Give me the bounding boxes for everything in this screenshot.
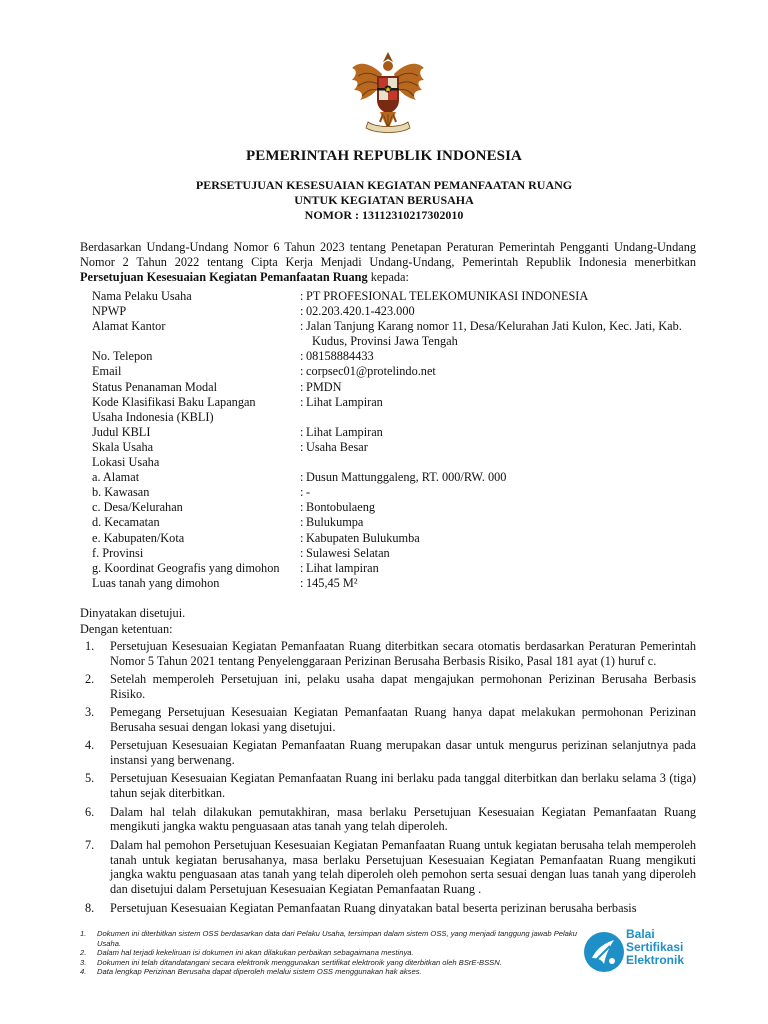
document-title-line2: UNTUK KEGIATAN BERUSAHA [294,193,474,207]
field-value [306,319,712,349]
document-number: NOMOR : 13112310217302010 [304,208,464,222]
field-value: PMDN [306,379,342,394]
field-row: Status Penanaman Modal : PMDN [92,380,712,395]
item-text: Dalam hal pemohon Persetujuan Kesesuaian Kegiatan Pemanfaatan Ruang untuk kegiatan berusaha telah memperoleh tanah untuk kegiatan berusahanya, masa berlaku Persetujuan Kesesuaian Kegiatan Pemanfaatan Ruang mengikuti jangka waktu penguasaan atas tanah yang telah diperoleh oleh pemohon serta sesuai dengan luas tanah yang diperoleh dan disetujui dalam Persetujuan Kesesuaian Kegiatan Pemanfaatan Ruang . [110,837,696,897]
field-row: Judul KBLI : Lihat Lampiran [92,425,712,440]
field-value: Sulawesi Selatan [306,545,390,560]
field-row: g. Koordinat Geografis yang dimohon : Lihat lampiran [92,561,712,576]
government-title: PEMERINTAH REPUBLIK INDONESIA [246,148,522,164]
list-item [80,838,696,898]
footnote [80,929,580,948]
list-item [80,771,696,801]
list-item [80,805,696,835]
intro-bold-text: Persetujuan Kesesuaian Kegiatan Pemanfaatan Ruang [80,269,368,284]
conditions-list [80,639,696,919]
footnote-text: Dokumen ini telah ditandatangani secara elektronik menggunakan sertifikat elektronik yang diterbitkan oleh BSrE-BSSN. [97,957,502,967]
applicant-fields [92,289,712,591]
field-label: Lokasi Usaha [92,455,160,470]
field-label: Judul KBLI [92,424,151,439]
intro-text-end: kepada: [367,269,409,284]
field-row: a. Alamat : Dusun Mattunggaleng, RT. 000/RW. 000 [92,470,712,485]
conditions-label: Dengan ketentuan: [80,622,173,636]
item-number: 3. [85,705,95,720]
field-label: Skala Usaha [92,439,154,454]
field-row: c. Desa/Kelurahan : Bontobulaeng [92,500,712,515]
item-text: Dalam hal telah dilakukan pemutakhiran, masa berlaku Persetujuan Kesesuaian Kegiatan Pemanfaatan Ruang mengikuti jangka waktu penguasaan atas tanah yang telah diperoleh. [110,804,696,834]
field-row [92,455,712,470]
footnote-number: 1. [80,929,87,938]
item-text: Persetujuan Kesesuaian Kegiatan Pemanfaatan Ruang diterbitkan secara otomatis berdasarkan Peraturan Pemerintah Nomor 5 Tahun 2021 tentang Penyelenggaraan Perizinan Berusaha Berbasis Risiko, Pasal 181 ayat (1) huruf c. [110,639,696,668]
field-label: Nama Pelaku Usaha [92,289,192,303]
item-number: 7. [85,837,95,852]
field-row: e. Kabupaten/Kota : Kabupaten Bulukumba [92,531,712,546]
bsre-logo-line3: Elektronik [626,953,685,967]
item-number: 8. [85,900,95,915]
item-number: 4. [85,738,95,753]
intro-text: Berdasarkan Undang-Undang Nomor 6 Tahun 2023 tentang Penetapan Peraturan Pemerintah Pengganti Undang-Undang Nomor 2 Tahun 2022 tentang Cipta Kerja Menjadi Undang-Undang, Pemerintah Republik Indonesia menerbitkan [80,240,696,269]
bsre-logo-line2: Sertifikasi [626,940,684,954]
footnote [80,958,580,968]
field-label: e. Kabupaten/Kota [92,530,185,545]
field-value: Bulukumpa [306,515,364,530]
field-value-line1: Jalan Tanjung Karang nomor 11, Desa/Kelurahan Jati Kulon, Kec. Jati, Kab. [306,319,682,334]
footnote-text: Dokumen ini diterbitkan sistem OSS berdasarkan data dari Pelaku Usaha, tersimpan dalam sistem OSS, yang menjadi tanggung jawab Pelaku Usaha. [97,929,577,948]
field-value: Lihat Lampiran [306,424,383,439]
footnote-number: 2. [80,948,87,958]
field-label-line2: Usaha Indonesia (KBLI) [92,409,214,424]
field-value: corpsec01@protelindo.net [306,364,436,379]
item-text: Persetujuan Kesesuaian Kegiatan Pemanfaatan Ruang merupakan dasar untuk mengurus perizinan selanjutnya pada instansi yang berwenang. [110,738,696,768]
list-item [80,738,696,768]
list-item [80,901,696,916]
field-value: 02.203.420.1-423.000 [306,304,415,319]
field-value: 08158884433 [306,349,374,364]
field-value: Dusun Mattunggaleng, RT. 000/RW. 000 [306,470,507,485]
bsre-logo-line1: Balai [626,927,655,941]
footnote [80,967,580,977]
field-row: Nama Pelaku Usaha : PT PROFESIONAL TELEKOMUNIKASI INDONESIA [92,289,712,304]
field-row: f. Provinsi : Sulawesi Selatan [92,546,712,561]
field-value-line2: Kudus, Provinsi Jawa Tengah [312,334,458,349]
item-number: 2. [85,672,95,687]
field-row: Kode Klasifikasi Baku Lapangan Usaha Indonesia (KBLI) : Lihat Lampiran [92,395,712,425]
item-text: Persetujuan Kesesuaian Kegiatan Pemanfaatan Ruang ini berlaku pada tanggal diterbitkan dan berlaku selama 3 (tiga) tahun sejak diterbitkan. [110,771,696,801]
field-label: No. Telepon [92,349,153,364]
field-row: Alamat Kantor : Jalan Tanjung Karang nomor 11, Desa/Kelurahan Jati Kulon, Kec. Jati, Kab. Kudus, Provinsi Jawa Tengah [92,319,712,349]
item-text: Setelah memperoleh Persetujuan ini, pelaku usaha dapat mengajukan permohonan Perizinan Berusaha Berbasis Risiko. [110,672,696,702]
field-value: Lihat lampiran [306,560,379,575]
field-row: No. Telepon : 08158884433 [92,349,712,364]
footnotes [80,929,580,977]
footnote [80,948,580,958]
approval-statement: Dinyatakan disetujui. [80,606,186,620]
item-number: 5. [85,771,95,786]
field-value: Kabupaten Bulukumba [306,530,420,545]
garuda-emblem-icon [350,50,426,138]
field-label: NPWP [92,304,127,319]
field-label-line1: Kode Klasifikasi Baku Lapangan [92,394,256,409]
field-label: Alamat Kantor [92,319,166,334]
field-label: c. Desa/Kelurahan [92,500,183,515]
field-label: b. Kawasan [92,485,150,500]
field-row: Luas tanah yang dimohon : 145,45 M² [92,576,712,591]
field-row: b. Kawasan : - [92,485,712,500]
item-number: 6. [85,804,95,819]
list-item [80,705,696,735]
field-value: PT PROFESIONAL TELEKOMUNIKASI INDONESIA [306,289,589,303]
footnote-text: Data lengkap Perizinan Berusaha dapat diperoleh melalui sistem OSS menggunakan hak akses. [97,967,422,977]
field-row: Skala Usaha : Usaha Besar [92,440,712,455]
field-label: d. Kecamatan [92,515,160,530]
field-value: Bontobulaeng [306,500,375,515]
footnote-number: 3. [80,957,87,967]
field-label: a. Alamat [92,470,140,485]
field-value: Usaha Besar [306,439,368,454]
field-row: Email : corpsec01@protelindo.net [92,364,712,379]
item-text: Pemegang Persetujuan Kesesuaian Kegiatan Pemanfaatan Ruang hanya dapat melakukan permohonan Perizinan Berusaha sesuai dengan lokasi yang disetujui. [110,705,696,735]
field-label: Email [92,364,122,379]
field-label [92,395,300,425]
bsre-logo-text [626,928,684,967]
document-title-line1: PERSETUJUAN KESESUAIAN KEGIATAN PEMANFAATAN RUANG [195,178,573,192]
list-item [80,672,696,702]
item-text: Persetujuan Kesesuaian Kegiatan Pemanfaatan Ruang dinyatakan batal beserta perizinan berusaha berbasis [110,900,637,915]
field-row: d. Kecamatan : Bulukumpa [92,515,712,530]
field-value: Lihat Lampiran [306,394,383,409]
footnote-number: 4. [80,967,87,977]
intro-paragraph [80,240,696,284]
footnote-text: Dalam hal terjadi kekeliruan isi dokumen ini akan dilakukan perbaikan sebagaimana mestinya. [97,948,414,958]
field-label: g. Koordinat Geografis yang dimohon [92,560,280,575]
field-value: - [306,485,311,500]
field-label: Luas tanah yang dimohon [92,575,220,590]
item-number: 1. [85,639,95,653]
field-label: Status Penanaman Modal [92,379,217,394]
field-label: f. Provinsi [92,545,144,560]
field-row: NPWP : 02.203.420.1-423.000 [92,304,712,319]
list-item [80,639,696,669]
field-value: 145,45 M² [306,575,358,590]
